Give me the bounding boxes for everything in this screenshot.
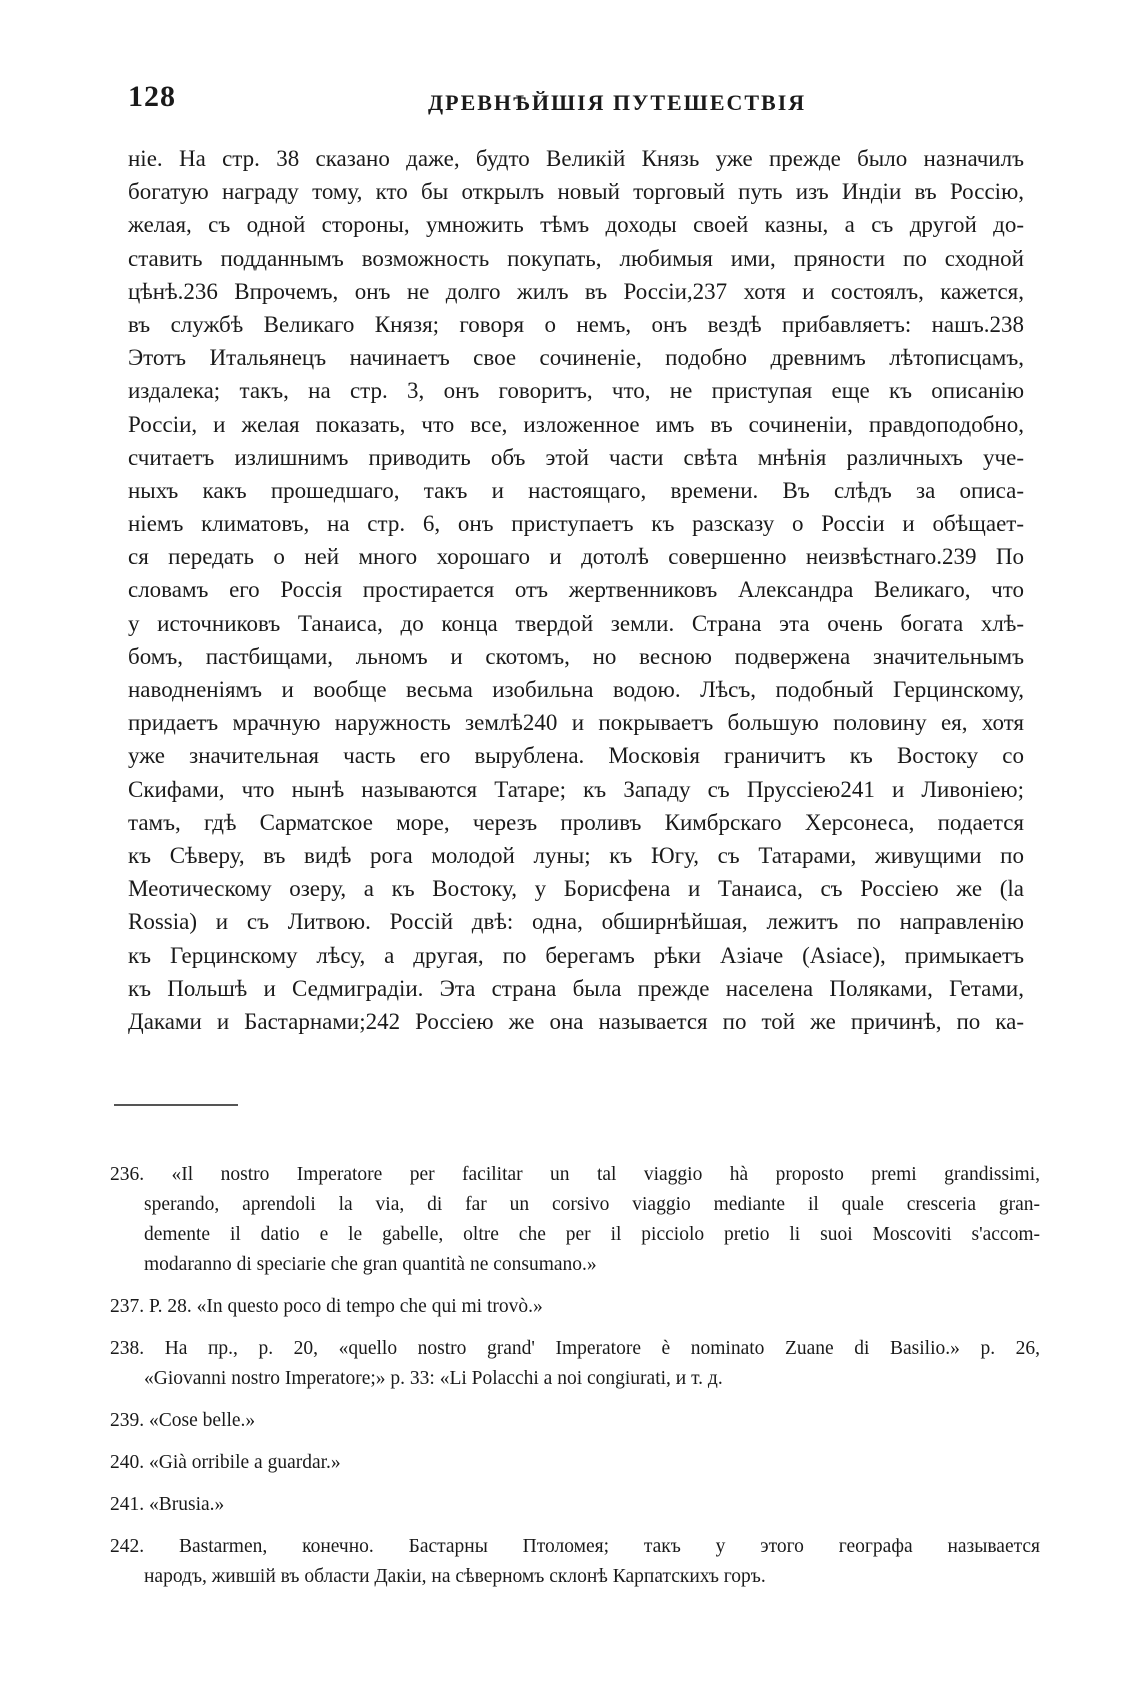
text-line: тамъ, гдѣ Сарматское море, черезъ проливъ Кимбрскаго Херсонеса, подается [128, 809, 1024, 835]
running-head: ДРЕВНѢЙШІЯ ПУТЕШЕСТВІЯ [428, 90, 807, 115]
text-line: ся передать о ней много хорошаго и дотолѣ совершенно неизвѣстнаго.239 По [128, 544, 1024, 570]
text-line: словамъ его Россія простирается отъ жертвенниковъ Александра Великаго, что [128, 577, 1024, 603]
footnote-line: 241. «Brusia.» [110, 1494, 225, 1515]
footnote-line: народъ, жившій въ области Дакіи, на сѣверномъ склонѣ Карпатскихъ горъ. [144, 1566, 766, 1587]
footnote-241 [110, 1490, 1040, 1520]
text-line: Меотическому озеру, а къ Востоку, у Борисфена и Танаиса, съ Россіею же (la [128, 876, 1024, 902]
text-line: придаетъ мрачную наружность землѣ240 и покрываетъ большую половину ея, хотя [128, 710, 1024, 736]
footnote-236 [110, 1160, 1040, 1280]
footnote-240 [110, 1448, 1040, 1478]
footnote-line: 238. На пр., p. 20, «quello nostro grand' Imperatore è nominato Zuane di Basilio.» p. 26, [110, 1338, 1040, 1359]
footnote-line: modaranno di speciarie che gran quantità ne consumano.» [144, 1254, 597, 1275]
footnote-238 [110, 1334, 1040, 1394]
text-line: богатую награду тому, кто бы открылъ новый торговый путь изъ Индіи въ Россію, [128, 179, 1024, 205]
text-line: къ Герцинскому лѣсу, а другая, по берегамъ рѣки Азіаче (Asiace), примыкаетъ [128, 942, 1024, 968]
text-line: ставить подданнымъ возможность покупать, любимыя ими, пряности по сходной [128, 245, 1024, 271]
footnote-divider [114, 1104, 238, 1106]
text-line: Россіи, и желая показать, что все, изложенное имъ въ сочиненіи, правдоподобно, [128, 411, 1024, 437]
text-line: желая, съ одной стороны, умножить тѣмъ доходы своей казны, а съ другой до- [128, 212, 1024, 238]
text-line: ныхъ какъ прошедшаго, такъ и настоящаго, времени. Въ слѣдъ за описа- [128, 477, 1024, 503]
text-line: Rossia) и съ Литвою. Россій двѣ: одна, обширнѣйшая, лежитъ по направленію [128, 909, 1024, 935]
text-line: ніе. На стр. 38 сказано даже, будто Великій Князь уже прежде было назначилъ [128, 146, 1024, 171]
text-line: наводненіямъ и вообще весьма изобильна водою. Лѣсъ, подобный Герцинскому, [128, 677, 1024, 702]
text-line: Даками и Бастарнами;242 Россіею же она называется по той же причинѣ, по ка- [128, 1008, 1024, 1034]
footnote-line: sperando, aprendoli la via, di far un corsivo viaggio mediante il quale cresceria gran- [144, 1194, 1040, 1215]
page-number: 128 [128, 80, 176, 113]
footnote-line: 236. «Il nostro Imperatore per facilitar un tal viaggio hà proposto premi grandissimi, [110, 1164, 1040, 1185]
footnote-line: 237. P. 28. «In questo poco di tempo che qui mi trovò.» [110, 1296, 543, 1317]
text-line: у источниковъ Танаиса, до конца твердой земли. Страна эта очень богата хлѣ- [128, 610, 1024, 636]
footnote-line: 242. Bastarmen, конечно. Бастарны Птоломея; такъ у этого географа называется [110, 1536, 1040, 1557]
text-line: издалека; такъ, на стр. 3, онъ говоритъ, что, не приступая еще къ описанію [128, 378, 1024, 404]
footnote-line: 239. «Cose belle.» [110, 1410, 256, 1431]
text-line: въ службѣ Великаго Князя; говоря о немъ, онъ вездѣ прибавляетъ: нашъ.238 [128, 311, 1024, 337]
footnote-242 [110, 1532, 1040, 1592]
text-line: бомъ, пастбищами, льномъ и скотомъ, но весною подвержена значительнымъ [128, 643, 1024, 669]
main-text [128, 142, 1024, 1038]
footnote-line: demente il datio e le gabelle, oltre che per il picciolo pretio li suoi Moscoviti s'accom- [144, 1224, 1040, 1245]
text-line: къ Польшѣ и Седмиградіи. Эта страна была прежде населена Поляками, Гетами, [128, 975, 1024, 1001]
footnote-237 [110, 1292, 1040, 1322]
footnote-239 [110, 1406, 1040, 1436]
text-line: къ Сѣверу, въ видѣ рога молодой луны; къ Югу, съ Татарами, живущими по [128, 842, 1024, 868]
footnote-line: 240. «Già orribile a guardar.» [110, 1452, 341, 1473]
text-line: цѣнѣ.236 Впрочемъ, онъ не долго жилъ въ Россіи,237 хотя и состоялъ, кажется, [128, 278, 1024, 304]
text-line: уже значительная часть его вырублена. Московія граничитъ къ Востоку со [128, 743, 1024, 769]
text-line: ніемъ климатовъ, на стр. 6, онъ приступаетъ къ разсказу о Россіи и обѣщает- [128, 511, 1024, 537]
page-header [128, 80, 1028, 120]
footnotes [110, 1160, 1040, 1604]
footnote-line: «Giovanni nostro Imperatore;» p. 33: «Li Polacchi a noi congiurati, и т. д. [144, 1368, 723, 1389]
text-line: Скифами, что нынѣ называются Татаре; къ Западу съ Пруссіею241 и Ливоніею; [128, 776, 1024, 802]
text-line: Этотъ Итальянецъ начинаетъ свое сочиненіе, подобно древнимъ лѣтописцамъ, [128, 345, 1024, 371]
text-line: считаетъ излишнимъ приводить объ этой части свѣта мнѣнія различныхъ уче- [128, 444, 1024, 470]
